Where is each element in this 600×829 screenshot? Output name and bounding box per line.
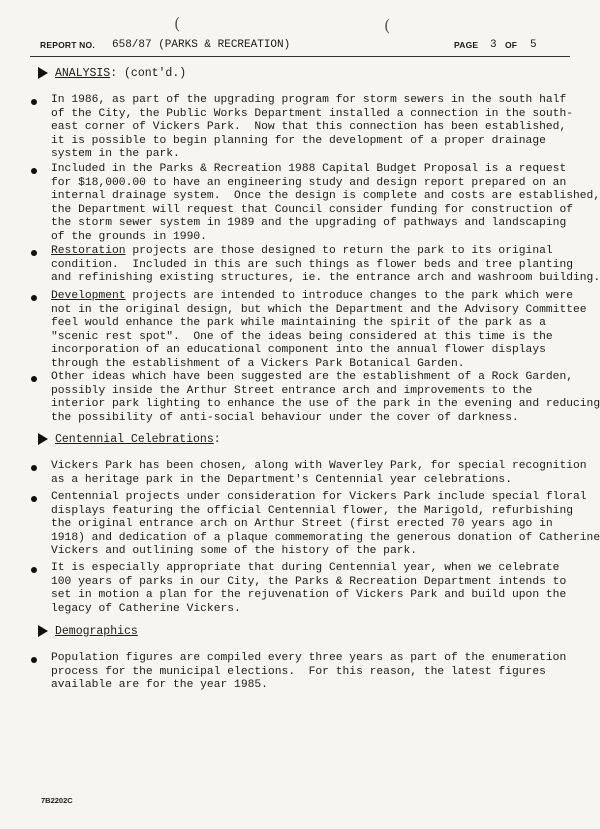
text-line: incorporation of an educational component into the annual flower displays <box>51 344 546 357</box>
text-line: of the City, the Public Works Department installed a connection in the south- <box>51 107 574 120</box>
text-line: Included in the Parks & Recreation 1988 Capital Budget Proposal is a request <box>51 163 567 175</box>
text-line: system in the park. <box>51 148 180 161</box>
arrow-right-icon <box>38 433 48 445</box>
text-line: set in motion a plan for the rejuvenation of Vickers Park and build upon the <box>51 589 567 602</box>
bullet-icon <box>31 295 37 301</box>
text-line: legacy of Catherine Vickers. <box>51 602 241 615</box>
text-line: process for the municipal elections. For this reason, the latest figures <box>51 665 546 678</box>
text-line: displays featuring the official Centennial flower, the Marigold, refurbishing <box>51 504 574 517</box>
header-rule <box>30 56 570 57</box>
section-suffix-centennial: : <box>213 432 221 446</box>
text-line: through the establishment of a Vickers Park Botanical Garden. <box>51 357 465 370</box>
text-line: 100 years of parks in our City, the Parks & Recreation Department intends to <box>51 575 567 588</box>
section-title-demographics: Demographics <box>55 624 138 638</box>
report-header <box>40 40 550 56</box>
section-suffix-analysis: : (cont'd.) <box>110 66 187 80</box>
section-title-centennial: Centennial Celebrations <box>55 432 214 446</box>
text-line: Vickers Park has been chosen, along with Waverley Park, for special recognition <box>51 460 587 472</box>
section-heading-analysis <box>38 65 186 81</box>
bullet-icon <box>31 250 37 256</box>
stray-mark-right: ( <box>384 16 391 35</box>
bullet-icon <box>31 496 37 502</box>
bullet-icon <box>31 567 37 573</box>
text-line: as a heritage park in the Department's Centennial year celebrations. <box>51 473 512 486</box>
bullet-icon <box>31 465 37 471</box>
page-total: 5 <box>530 39 537 51</box>
text-line: the Department will request that Council consider funding for construction of <box>51 203 574 216</box>
text-line: and refinishing existing structures, ie. the entrance arch and washroom building. <box>51 272 600 285</box>
form-code: 7B2202C <box>41 796 73 805</box>
page-of-label: OF <box>505 40 518 50</box>
bullet-icon <box>31 168 37 174</box>
term-restoration: Restoration <box>51 245 126 257</box>
text-line: Population figures are compiled every three years as part of the enumeration <box>51 652 567 664</box>
text-line: projects are intended to introduce changes to the park which were <box>125 290 574 302</box>
text-line: east corner of Vickers Park. Now that this connection has been established, <box>51 121 567 134</box>
stray-mark-left: ( <box>174 14 181 33</box>
section-title-analysis: ANALYSIS <box>55 66 111 80</box>
term-development: Development <box>51 290 126 302</box>
text-line: interior park lighting to enhance the use of the park in the evening and reducing <box>51 398 600 411</box>
text-line: of the grounds in 1990. <box>51 230 207 243</box>
bullet-icon <box>31 99 37 105</box>
text-line: the storm sewer system in 1989 and the upgrading of pathways and landscaping <box>51 217 567 230</box>
text-line: Vickers and outlining some of the history of the park. <box>51 545 418 558</box>
text-line: It is especially appropriate that during Centennial year, when we celebrate <box>51 562 560 574</box>
text-line: 1918) and dedication of a plaque commemorating the generous donation of Catherine <box>51 531 600 544</box>
text-line: not in the original design, but which the Department and the Advisory Committee <box>51 303 587 316</box>
section-heading-demographics <box>38 623 138 639</box>
text-line: the original entrance arch on Arthur Street (first erected 70 years ago in <box>51 518 553 531</box>
text-line: possibly inside the Arthur Street entrance arch and improvements to the <box>51 384 533 397</box>
page-label: PAGE <box>454 40 479 50</box>
text-line: Other ideas which have been suggested are the establishment of a Rock Garden, <box>51 371 574 383</box>
arrow-right-icon <box>38 67 48 79</box>
bullet-icon <box>31 657 37 663</box>
section-heading-centennial <box>38 431 221 447</box>
report-number-value: 658/87 (PARKS & RECREATION) <box>112 39 291 51</box>
text-line: the possibility of anti-social behaviour under the cover of darkness. <box>51 411 519 424</box>
page-number: 3 <box>490 39 497 51</box>
text-line: feel would enhance the park while maintaining the spirit of the park as a <box>51 317 546 330</box>
text-line: In 1986, as part of the upgrading program for storm sewers in the south half <box>51 94 567 106</box>
text-line: Centennial projects under consideration for Vickers Park include special floral <box>51 491 587 503</box>
report-number-label: REPORT NO. <box>40 40 95 50</box>
text-line: projects are those designed to return the park to its original <box>125 245 553 257</box>
text-line: for $18,000.00 to have an engineering study and design report prepared on an <box>51 176 567 189</box>
text-line: "scenic rest spot". One of the ideas being considered at this time is the <box>51 330 553 343</box>
text-line: available are for the year 1985. <box>51 679 268 692</box>
arrow-right-icon <box>38 625 48 637</box>
bullet-icon <box>31 376 37 382</box>
text-line: condition. Included in this are such things as flower beds and tree planting <box>51 258 574 271</box>
text-line: it is possible to begin planning for the development of a proper drainage <box>51 134 546 147</box>
text-line: internal drainage system. Once the design is complete and costs are established, <box>51 190 600 203</box>
